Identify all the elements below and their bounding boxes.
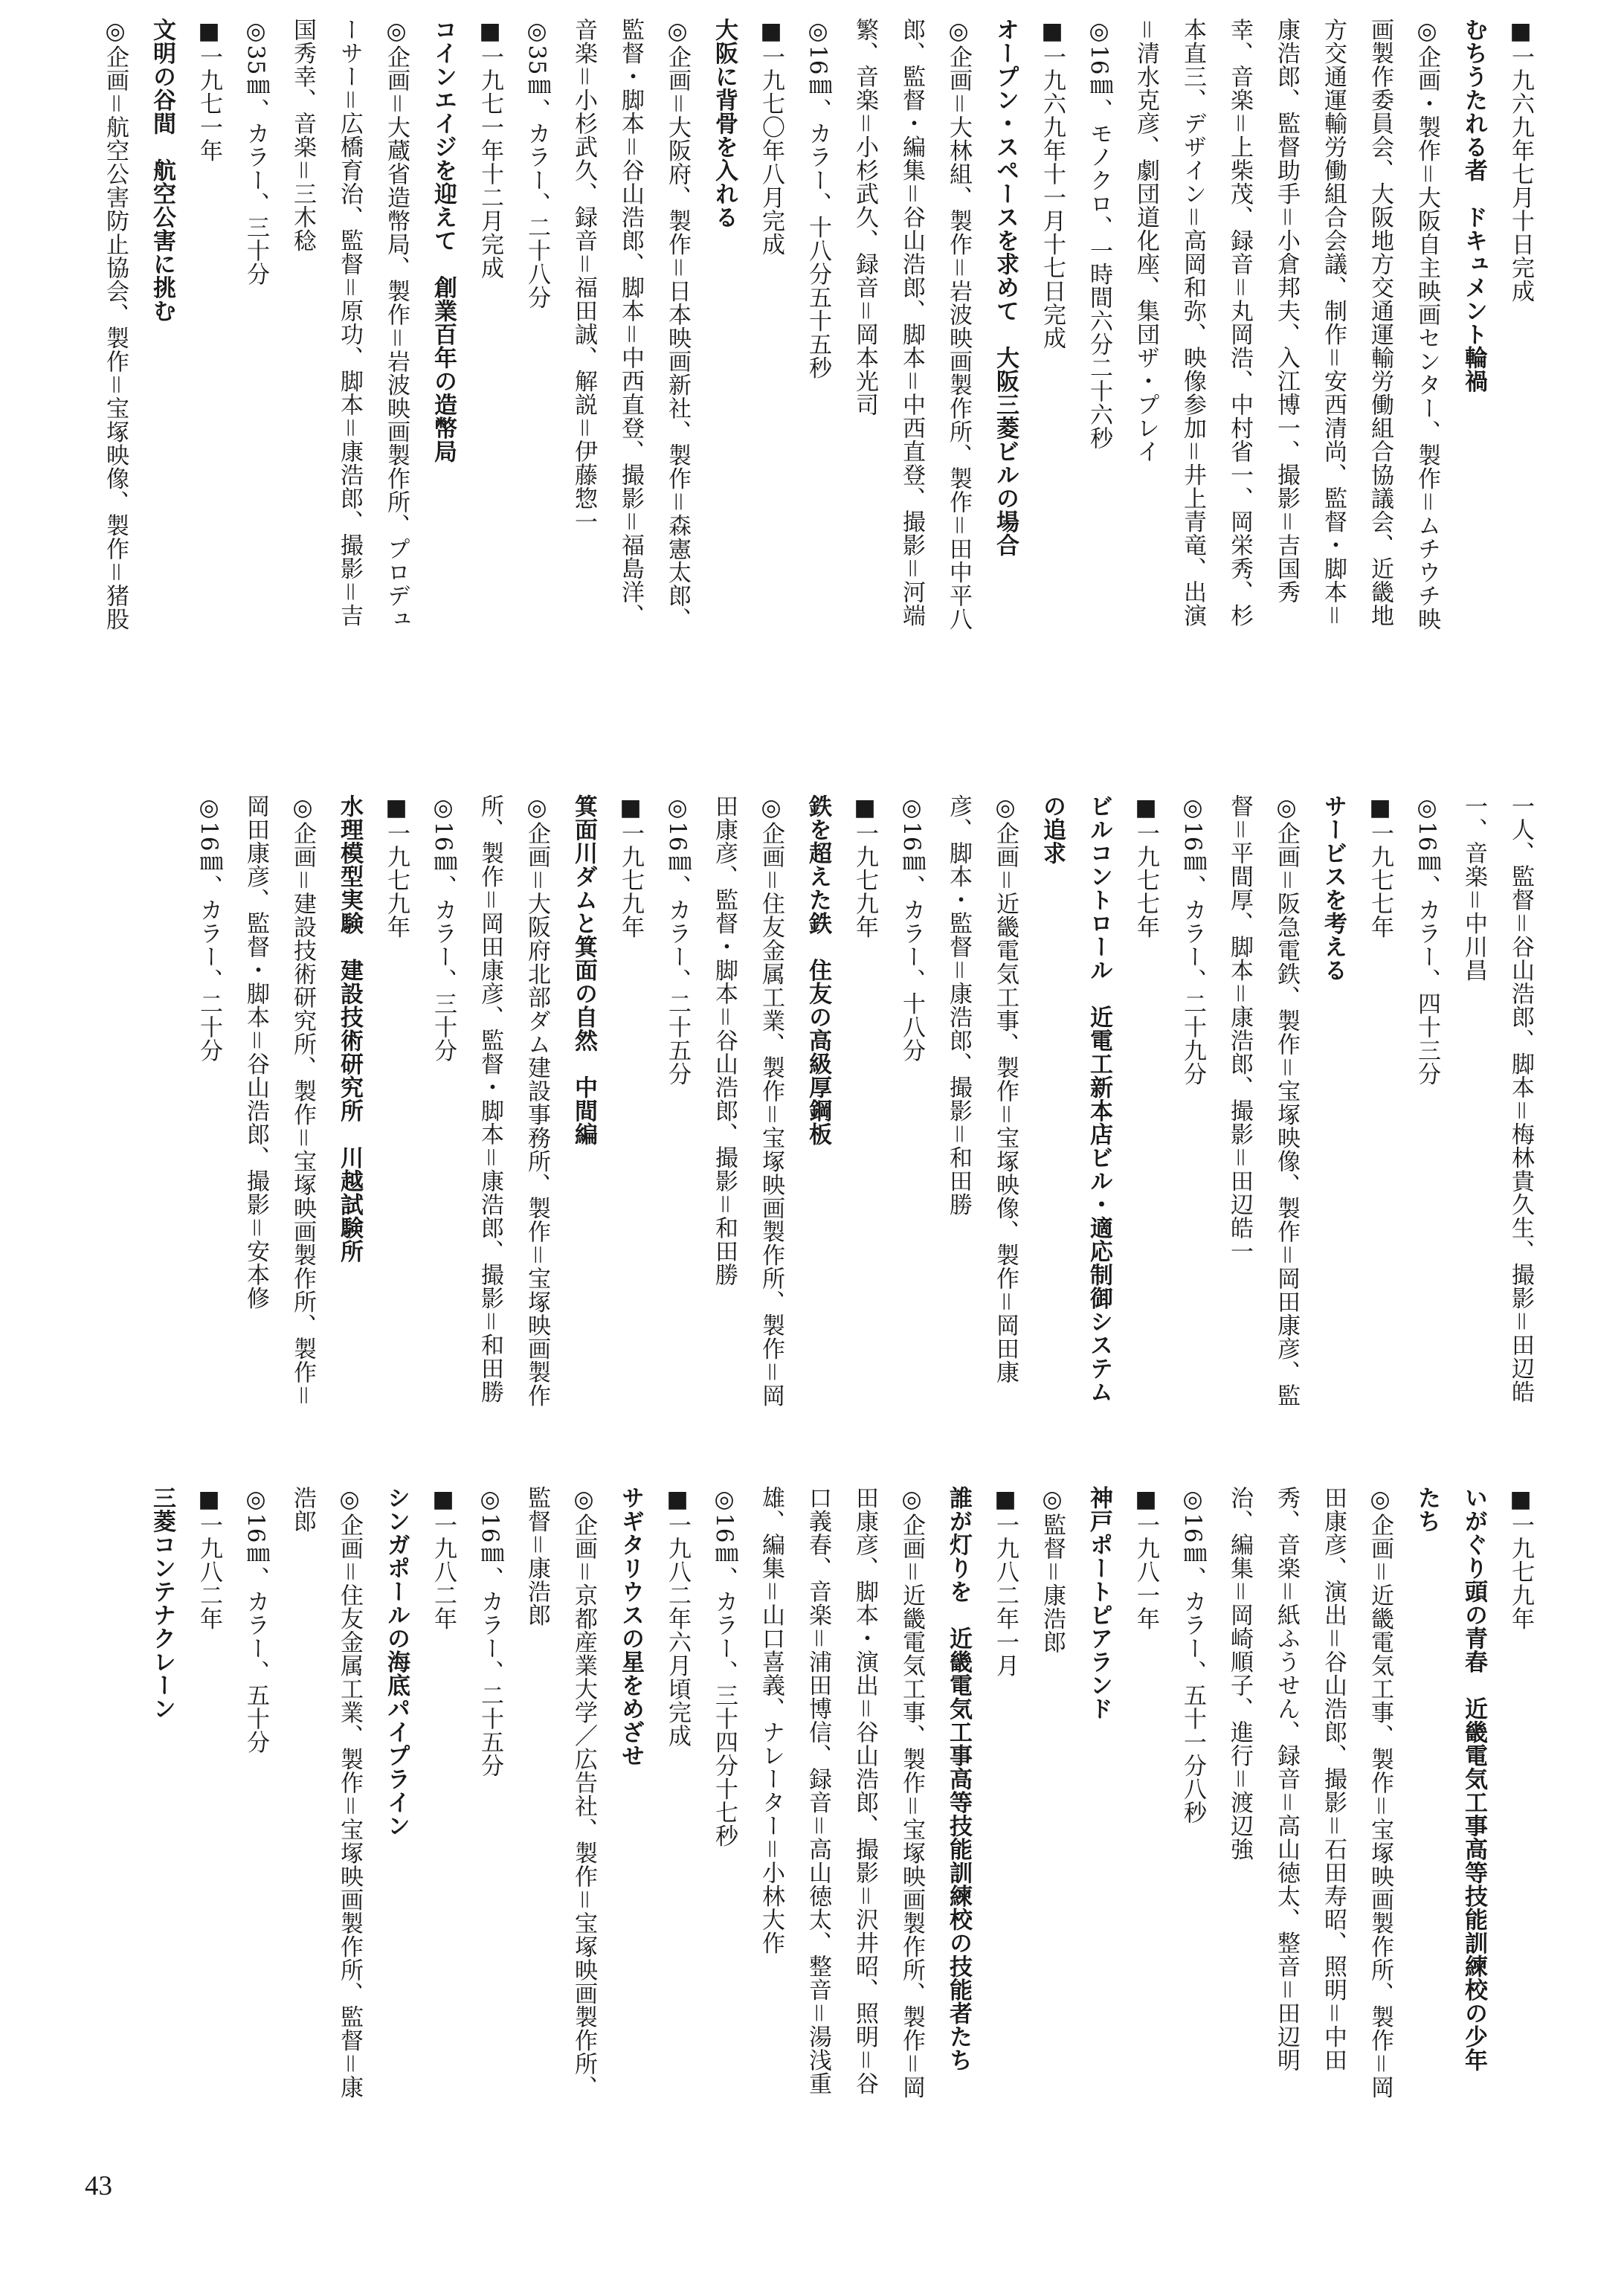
credit-line: 田康彦、演出＝谷山浩郎、撮影＝石田寿昭、照明＝中田 xyxy=(1320,1486,1347,2072)
credit-line: ◎16㎜、モノクロ、一時間六分二十六秒 xyxy=(1086,18,1112,450)
credit-line: 繁、音楽＝小杉武久、録音＝岡本光司 xyxy=(851,18,878,416)
credit-line: ◎16㎜、カラー、四十三分 xyxy=(1414,794,1440,1086)
entry-date: ■一九七一年 xyxy=(196,18,222,162)
film-title: 誰が灯りを 近畿電気工事高等技能訓練校の技能者たち xyxy=(945,1486,972,2072)
credit-line: 郎、監督・編集＝谷山浩郎、脚本＝中西直登、撮影＝河端 xyxy=(898,18,925,627)
credit-line: ◎企画＝京都産業大学／広告社、製作＝宝塚映画製作所、 xyxy=(570,1486,597,2099)
credit-line: ◎企画＝近畿電気工事、製作＝宝塚映像、製作＝岡田康 xyxy=(992,794,1019,1384)
credit-line: ◎16㎜、カラー、二十五分 xyxy=(477,1486,503,1777)
credit-line: ◎16㎜、カラー、五十一分八秒 xyxy=(1179,1486,1206,1824)
film-title: ビルコントロール 近電工新本店ビル・適応制御システム xyxy=(1086,794,1112,1403)
film-title: 水理模型実験 建設技術研究所 川越試験所 xyxy=(336,794,363,1263)
film-title: 三菱コンテナクレーン xyxy=(149,1486,175,1720)
credit-line: 浩郎 xyxy=(289,1486,316,1533)
credit-line: 田康彦、脚本・演出＝谷山浩郎、撮影＝沢井昭、照明＝谷 xyxy=(851,1486,878,2095)
credit-line: ◎企画・製作＝大阪自主映画センター、製作＝ムチウチ映 xyxy=(1414,18,1440,631)
credit-line: ◎企画＝建設技術研究所、製作＝宝塚映画製作所、製作＝ xyxy=(289,794,316,1407)
credit-line: ◎16㎜、カラー、十八分 xyxy=(898,794,925,1063)
entry-date: ■一九七九年 xyxy=(1507,1486,1534,1630)
credit-line: ◎16㎜、カラー、二十五分 xyxy=(664,794,691,1086)
credit-line: 康浩郎、監督助手＝小倉邦夫、入江博一、撮影＝吉国秀 xyxy=(1273,18,1300,604)
credit-line: 音楽＝小杉武久、録音＝福田誠、解説＝伊藤惣一 xyxy=(570,18,597,533)
entry-date: ■一九七〇年八月完成 xyxy=(758,18,784,256)
credit-line: ◎企画＝住友金属工業、製作＝宝塚映画製作所、監督＝康 xyxy=(336,1486,363,2099)
credit-line: ＝清水克彦、劇団道化座、集団ザ・プレイ xyxy=(1132,18,1159,463)
credit-line: ◎16㎜、カラー、二十分 xyxy=(196,794,222,1063)
film-title: 箕面川ダムと箕面の自然 中間編 xyxy=(570,794,597,1146)
credit-line: 治、編集＝岡崎順子、進行＝渡辺強 xyxy=(1226,1486,1253,1861)
credit-line: ◎企画＝大阪府、製作＝日本映画新社、製作＝森憲太郎、 xyxy=(664,18,691,631)
credit-line: 岡田康彦、監督・脚本＝谷山浩郎、撮影＝安本修 xyxy=(242,794,269,1310)
credit-line: 秀、音楽＝紙ふうせん、録音＝高山徳太、整音＝田辺明 xyxy=(1273,1486,1300,2072)
credit-line: ◎企画＝近畿電気工事、製作＝宝塚映画製作所、製作＝岡 xyxy=(1367,1486,1393,2099)
entry-date: ■一九七七年 xyxy=(1132,794,1159,939)
entry-date: ■一九八二年六月頃完成 xyxy=(664,1486,691,1748)
credit-line: 画製作委員会、大阪地方交通運輸労働組合協議会、近畿地 xyxy=(1367,18,1393,627)
credit-line: 口義春、音楽＝浦田博信、録音＝高山徳太、整音＝湯浅重 xyxy=(805,1486,831,2095)
film-title: サギタリウスの星をめざせ xyxy=(617,1486,644,1767)
entry-date: ■一九七一年十二月完成 xyxy=(477,18,503,280)
film-title: オープン・スペースを求めて 大阪三菱ビルの場合 xyxy=(992,18,1019,557)
text-block-bottom xyxy=(104,1486,1532,2155)
credit-line: ◎企画＝大林組、製作＝岩波映画製作所、製作＝田中平八 xyxy=(945,18,972,631)
credit-line: ◎企画＝住友金属工業、製作＝宝塚映画製作所、製作＝岡 xyxy=(758,794,784,1407)
credit-line: ◎16㎜、カラー、五十分 xyxy=(242,1486,269,1754)
entry-date: ■一九七七年 xyxy=(1367,794,1393,939)
credit-line: ◎35㎜、カラー、二十八分 xyxy=(523,18,550,309)
entry-date: ■一九八一年 xyxy=(1132,1486,1159,1630)
film-title: いがぐり頭の青春 近畿電気工事高等技能訓練校の少年 xyxy=(1460,1486,1487,2072)
credit-line: ◎16㎜、カラー、十八分五十五秒 xyxy=(805,18,831,380)
credit-line: 雄、編集＝山口喜義、ナレーター＝小林大作 xyxy=(758,1486,784,1954)
credit-line: 監督・脚本＝谷山浩郎、脚本＝中西直登、撮影＝福島洋、 xyxy=(617,18,644,627)
film-title: 神戸ポートピアランド xyxy=(1086,1486,1112,1720)
entry-date: ■一九七九年 xyxy=(383,794,410,939)
credit-line: 国秀幸、音楽＝三木稔 xyxy=(289,18,316,252)
credit-line: ◎16㎜、カラー、三十分 xyxy=(430,794,457,1063)
credit-line: ーサー＝広橋育治、監督＝原功、脚本＝康浩郎、撮影＝吉 xyxy=(336,18,363,627)
film-title: コインエイジを迎えて 創業百年の造幣局 xyxy=(430,18,457,463)
credit-line: ◎企画＝阪急電鉄、製作＝宝塚映像、製作＝岡田康彦、監 xyxy=(1273,794,1300,1407)
film-title: 鉄を超えた鉄 住友の高級厚鋼板 xyxy=(805,794,831,1146)
entry-date: ■一九六九年七月十日完成 xyxy=(1507,18,1534,303)
text-block-top xyxy=(104,18,1532,754)
credit-line: 幸、音楽＝上柴茂、録音＝丸岡浩、中村省一、岡栄秀、杉 xyxy=(1226,18,1253,627)
credit-line: 一、音楽＝中川昌 xyxy=(1460,794,1487,982)
credit-line: 田康彦、監督・脚本＝谷山浩郎、撮影＝和田勝 xyxy=(711,794,738,1287)
credit-line: ◎企画＝大阪府北部ダム建設事務所、製作＝宝塚映画製作 xyxy=(523,794,550,1407)
credit-line: 本直三、デザイン＝高岡和弥、映像参加＝井上青竜、出演 xyxy=(1179,18,1206,627)
credit-line: ◎監督＝康浩郎 xyxy=(1039,1486,1066,1654)
film-title: の追求 xyxy=(1039,794,1066,865)
entry-date: ■一九八二年 xyxy=(430,1486,457,1630)
credit-line: ◎35㎜、カラー、三十分 xyxy=(242,18,269,286)
film-title: むちうたれる者 ドキュメント輪禍 xyxy=(1460,18,1487,393)
entry-date: ■一九七九年 xyxy=(617,794,644,939)
credit-line: 彦、脚本・監督＝康浩郎、撮影＝和田勝 xyxy=(945,794,972,1216)
credit-line: ◎企画＝航空公害防止協会、製作＝宝塚映像、製作＝猪股 xyxy=(102,18,129,631)
text-block-middle xyxy=(104,794,1532,1479)
film-title: シンガポールの海底パイプライン xyxy=(383,1486,410,1838)
entry-date: ■一九八二年 xyxy=(196,1486,222,1630)
film-title: たち xyxy=(1414,1486,1440,1533)
credit-line: 督＝平間厚、脚本＝康浩郎、撮影＝田辺皓一 xyxy=(1226,794,1253,1263)
credit-line: 方交通運輸労働組合会議、制作＝安西清尚、監督・脚本＝ xyxy=(1320,18,1347,627)
credit-line: ◎企画＝大蔵省造幣局、製作＝岩波映画製作所、プロデュ xyxy=(383,18,410,631)
credit-line: ◎16㎜、カラー、二十九分 xyxy=(1179,794,1206,1086)
film-title: 大阪に背骨を入れる xyxy=(711,18,738,229)
credit-line: ◎16㎜、カラー、三十四分十七秒 xyxy=(711,1486,738,1848)
credit-line: 所、製作＝岡田康彦、監督・脚本＝康浩郎、撮影＝和田勝 xyxy=(477,794,503,1403)
credit-line: 監督＝康浩郎 xyxy=(523,1486,550,1627)
film-title: サービスを考える xyxy=(1320,794,1347,982)
page-number: 43 xyxy=(85,2171,112,2201)
entry-date: ■一九六九年十一月十七日完成 xyxy=(1039,18,1066,350)
film-title: 文明の谷間 航空公害に挑む xyxy=(149,18,175,323)
credit-line: ◎企画＝近畿電気工事、製作＝宝塚映画製作所、製作＝岡 xyxy=(898,1486,925,2099)
credit-line: 一人、監督＝谷山浩郎、脚本＝梅林貴久生、撮影＝田辺皓 xyxy=(1507,794,1534,1403)
entry-date: ■一九七九年 xyxy=(851,794,878,939)
entry-date: ■一九八二年一月 xyxy=(992,1486,1019,1677)
